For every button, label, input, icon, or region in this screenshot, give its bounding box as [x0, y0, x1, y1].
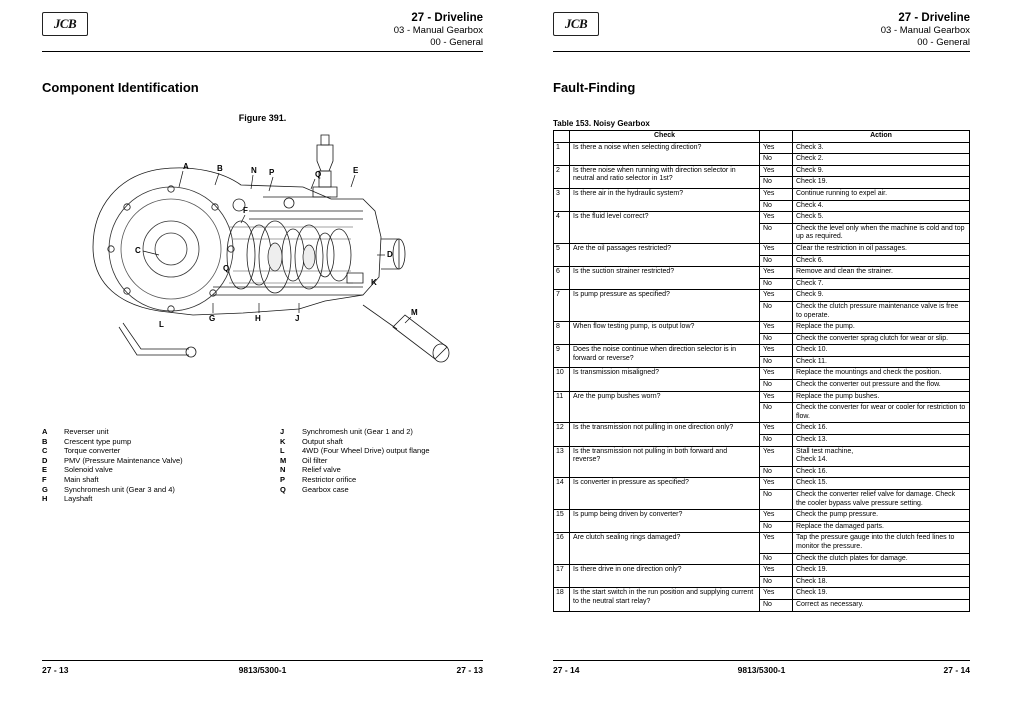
row-action: Check 3. — [793, 142, 970, 154]
table-body — [554, 142, 970, 611]
row-action: Correct as necessary. — [793, 599, 970, 611]
table-row — [554, 368, 970, 380]
row-action: Check 2. — [793, 154, 970, 166]
figure-legend — [42, 427, 483, 504]
svg-text:N: N — [250, 166, 257, 175]
row-action: Stall test machine, Check 14. — [793, 446, 970, 466]
row-answer: No — [760, 333, 793, 345]
legend-key: A — [42, 427, 48, 436]
row-action: Check 10. — [793, 345, 970, 357]
legend-values-left — [64, 427, 280, 504]
svg-text:A: A — [182, 162, 189, 171]
legend-keys-left — [42, 427, 64, 504]
footer-doc-number: 9813/5300-1 — [238, 665, 287, 675]
legend-value: 4WD (Four Wheel Drive) output flange — [302, 446, 430, 456]
row-action: Check 9. — [793, 290, 970, 302]
legend-value: Gearbox case — [302, 484, 349, 494]
header-divider — [553, 51, 970, 52]
row-action: Check the clutch pressure maintenance valve is free to operate. — [793, 301, 970, 321]
table-caption: Table 153. Noisy Gearbox — [553, 119, 650, 128]
legend-value: PMV (Pressure Maintenance Valve) — [64, 455, 183, 465]
row-answer: No — [760, 200, 793, 212]
row-answer: Yes — [760, 290, 793, 302]
legend-key: G — [42, 484, 48, 494]
row-answer: Yes — [760, 510, 793, 522]
row-answer: Yes — [760, 188, 793, 200]
row-answer: Yes — [760, 423, 793, 435]
row-answer: Yes — [760, 345, 793, 357]
row-action: Check the converter for wear or cooler for restriction to flow. — [793, 403, 970, 423]
row-check-text: Are clutch sealing rings damaged? — [570, 533, 760, 565]
legend-value: Synchromesh unit (Gear 3 and 4) — [64, 484, 175, 494]
jcb-logo-text: JCB — [564, 16, 588, 31]
svg-text:Q: Q — [314, 170, 321, 179]
row-check-text: Are the oil passages restricted? — [570, 243, 760, 266]
footer-doc-number: 9813/5300-1 — [737, 665, 786, 675]
legend-value: Output shaft — [302, 436, 343, 446]
row-action: Replace the mountings and check the position. — [793, 368, 970, 380]
table-header-row — [554, 131, 970, 143]
row-action: Check 19. — [793, 565, 970, 577]
header-divider — [42, 51, 483, 52]
svg-text:Q: Q — [222, 264, 229, 273]
row-number: 12 — [554, 423, 570, 446]
header-titles — [42, 10, 483, 49]
row-answer: Yes — [760, 165, 793, 177]
svg-text:H: H — [254, 314, 261, 323]
table-row — [554, 588, 970, 600]
row-number: 18 — [554, 588, 570, 611]
row-check-text: Is there noise when running with direction selector in neutral and ratio selector in 1st? — [570, 165, 760, 188]
legend-key: L — [280, 446, 285, 456]
row-number: 5 — [554, 243, 570, 266]
row-answer: No — [760, 255, 793, 267]
row-answer: Yes — [760, 533, 793, 553]
legend-value: Restrictor orifice — [302, 474, 357, 484]
table-row — [554, 565, 970, 577]
row-action: Check the converter relief valve for damage. Check the cooler bypass valve pressure setting. — [793, 490, 970, 510]
row-answer: No — [760, 403, 793, 423]
footer-page-left: 27 - 13 — [42, 665, 69, 675]
figure-block — [42, 113, 483, 413]
row-action: Check 7. — [793, 278, 970, 290]
svg-text:J: J — [294, 314, 299, 323]
row-action: Check 18. — [793, 576, 970, 588]
footer-page-left: 27 - 14 — [553, 665, 580, 675]
table-header-answer — [760, 131, 793, 143]
row-check-text: Is converter in pressure as specified? — [570, 478, 760, 510]
table-row — [554, 446, 970, 466]
legend-key: J — [280, 427, 285, 436]
table-row — [554, 212, 970, 224]
row-action: Check the converter sprag clutch for wear or slip. — [793, 333, 970, 345]
row-answer: Yes — [760, 142, 793, 154]
row-check-text: Is the transmission not pulling in both forward and reverse? — [570, 446, 760, 478]
row-action: Replace the pump bushes. — [793, 391, 970, 403]
legend-value: Oil filter — [302, 455, 328, 465]
row-action: Check 16. — [793, 423, 970, 435]
jcb-logo-text: JCB — [53, 16, 77, 31]
legend-key: K — [280, 436, 286, 446]
row-answer: No — [760, 177, 793, 189]
legend-value: Crescent type pump — [64, 436, 132, 446]
row-action: Continue running to expel air. — [793, 188, 970, 200]
table-row — [554, 478, 970, 490]
table-row — [554, 165, 970, 177]
figure-caption: Figure 391. — [238, 113, 287, 123]
gearbox-assembly-diagram — [63, 127, 463, 397]
table-row — [554, 243, 970, 255]
table-row — [554, 290, 970, 302]
footer-page-right: 27 - 14 — [943, 665, 970, 675]
svg-text:G: G — [208, 314, 215, 323]
legend-key: M — [280, 455, 287, 465]
legend-value: Solenoid valve — [64, 465, 113, 475]
row-check-text: Does the noise continue when direction selector is in forward or reverse? — [570, 345, 760, 368]
svg-text:E: E — [352, 166, 358, 175]
svg-text:P: P — [268, 168, 274, 177]
row-answer: Yes — [760, 243, 793, 255]
row-check-text: Is pump pressure as specified? — [570, 290, 760, 322]
row-action: Check the converter out pressure and the flow. — [793, 380, 970, 392]
table-row — [554, 423, 970, 435]
row-answer: No — [760, 380, 793, 392]
header-section: 03 - Manual Gearbox — [880, 25, 970, 36]
table-header-action: Action — [793, 131, 970, 143]
svg-text:B: B — [216, 164, 223, 173]
row-check-text: Is there air in the hydraulic system? — [570, 188, 760, 211]
row-answer: No — [760, 576, 793, 588]
row-check-text: Is there a noise when selecting direction? — [570, 142, 760, 165]
header-titles — [553, 10, 970, 49]
svg-text:M: M — [410, 308, 418, 317]
row-check-text: Is the transmission not pulling in one direction only? — [570, 423, 760, 446]
row-number: 10 — [554, 368, 570, 391]
row-answer: Yes — [760, 267, 793, 279]
row-number: 17 — [554, 565, 570, 588]
legend-key: C — [42, 446, 48, 456]
row-check-text: Is pump being driven by converter? — [570, 510, 760, 533]
legend-key: F — [42, 474, 47, 484]
table-header-check: Check — [570, 131, 760, 143]
row-answer: No — [760, 521, 793, 533]
row-check-text: When flow testing pump, is output low? — [570, 322, 760, 345]
row-action: Check 4. — [793, 200, 970, 212]
row-number: 15 — [554, 510, 570, 533]
jcb-logo — [42, 12, 88, 36]
legend-values-right — [302, 427, 430, 504]
table-row — [554, 391, 970, 403]
legend-key: N — [280, 465, 286, 475]
header-chapter: 27 - Driveline — [898, 12, 970, 24]
legend-value: Layshaft — [64, 494, 93, 504]
legend-key: Q — [280, 484, 286, 494]
svg-text:K: K — [370, 278, 377, 287]
row-answer: Yes — [760, 588, 793, 600]
header-subsection: 00 - General — [430, 37, 483, 48]
legend-key: P — [280, 474, 286, 484]
page-right — [505, 0, 1010, 711]
row-answer: No — [760, 154, 793, 166]
row-action: Check the level only when the machine is cold and top up as required. — [793, 223, 970, 243]
page-title: Component Identification — [42, 80, 199, 95]
row-answer: Yes — [760, 446, 793, 466]
row-check-text: Is the suction strainer restricted? — [570, 267, 760, 290]
page-right-header — [553, 10, 970, 56]
footer-page-right: 27 - 13 — [456, 665, 483, 675]
row-answer: Yes — [760, 391, 793, 403]
row-check-text: Is transmission misaligned? — [570, 368, 760, 391]
legend-key: B — [42, 436, 48, 446]
legend-column-left — [42, 427, 280, 504]
table-row — [554, 533, 970, 553]
row-answer: Yes — [760, 212, 793, 224]
row-action: Check 19. — [793, 177, 970, 189]
table-row — [554, 267, 970, 279]
header-subsection: 00 - General — [917, 37, 970, 48]
row-answer: No — [760, 553, 793, 565]
row-answer: Yes — [760, 478, 793, 490]
row-answer: No — [760, 278, 793, 290]
row-action: Remove and clean the strainer. — [793, 267, 970, 279]
row-answer: Yes — [760, 565, 793, 577]
row-answer: No — [760, 356, 793, 368]
row-action: Check 19. — [793, 588, 970, 600]
row-number: 4 — [554, 212, 570, 244]
header-section: 03 - Manual Gearbox — [393, 25, 483, 36]
row-number: 16 — [554, 533, 570, 565]
row-number: 3 — [554, 188, 570, 211]
legend-key: E — [42, 465, 48, 475]
row-answer: No — [760, 223, 793, 243]
row-action: Check 5. — [793, 212, 970, 224]
row-action: Check 15. — [793, 478, 970, 490]
row-answer: No — [760, 301, 793, 321]
row-action: Check 9. — [793, 165, 970, 177]
legend-key: D — [42, 455, 48, 465]
row-action: Check 6. — [793, 255, 970, 267]
row-number: 1 — [554, 142, 570, 165]
row-action: Clear the restriction in oil passages. — [793, 243, 970, 255]
svg-text:L: L — [158, 320, 164, 329]
row-action: Check 11. — [793, 356, 970, 368]
legend-value: Torque converter — [64, 446, 121, 456]
jcb-logo — [553, 12, 599, 36]
row-number: 8 — [554, 322, 570, 345]
header-chapter: 27 - Driveline — [411, 12, 483, 24]
row-answer: Yes — [760, 368, 793, 380]
row-action: Replace the pump. — [793, 322, 970, 334]
row-check-text: Is the fluid level correct? — [570, 212, 760, 244]
row-action: Check 16. — [793, 466, 970, 478]
row-answer: No — [760, 466, 793, 478]
legend-key: H — [42, 494, 48, 504]
legend-value: Relief valve — [302, 465, 341, 475]
page-title: Fault-Finding — [553, 80, 636, 95]
row-check-text: Are the pump bushes worn? — [570, 391, 760, 423]
page-right-footer — [553, 660, 970, 675]
row-answer: No — [760, 599, 793, 611]
table-row — [554, 322, 970, 334]
table-row — [554, 345, 970, 357]
row-action: Check the pump pressure. — [793, 510, 970, 522]
svg-text:D: D — [386, 250, 393, 259]
row-answer: No — [760, 490, 793, 510]
row-number: 2 — [554, 165, 570, 188]
row-answer: Yes — [760, 322, 793, 334]
row-number: 9 — [554, 345, 570, 368]
row-action: Replace the damaged parts. — [793, 521, 970, 533]
row-answer: No — [760, 435, 793, 447]
table-row — [554, 510, 970, 522]
row-action: Tap the pressure gauge into the clutch feed lines to monitor the pressure. — [793, 533, 970, 553]
page-left-header — [42, 10, 483, 56]
row-number: 6 — [554, 267, 570, 290]
fault-finding-table — [553, 130, 970, 612]
table-row — [554, 188, 970, 200]
row-number: 13 — [554, 446, 570, 478]
table-row — [554, 142, 970, 154]
legend-value: Synchromesh unit (Gear 1 and 2) — [302, 427, 413, 436]
row-number: 11 — [554, 391, 570, 423]
row-number: 7 — [554, 290, 570, 322]
svg-text:C: C — [134, 246, 141, 255]
row-action: Check the clutch plates for damage. — [793, 553, 970, 565]
row-action: Check 13. — [793, 435, 970, 447]
row-number: 14 — [554, 478, 570, 510]
legend-value: Main shaft — [64, 474, 99, 484]
svg-text:F: F — [242, 206, 248, 215]
page-left-footer — [42, 660, 483, 675]
row-check-text: Is there drive in one direction only? — [570, 565, 760, 588]
legend-column-right — [280, 427, 430, 504]
legend-value: Reverser unit — [64, 427, 109, 436]
legend-keys-right — [280, 427, 302, 504]
table-header-number — [554, 131, 570, 143]
row-check-text: Is the start switch in the run position and supplying current to the neutral start relay? — [570, 588, 760, 611]
